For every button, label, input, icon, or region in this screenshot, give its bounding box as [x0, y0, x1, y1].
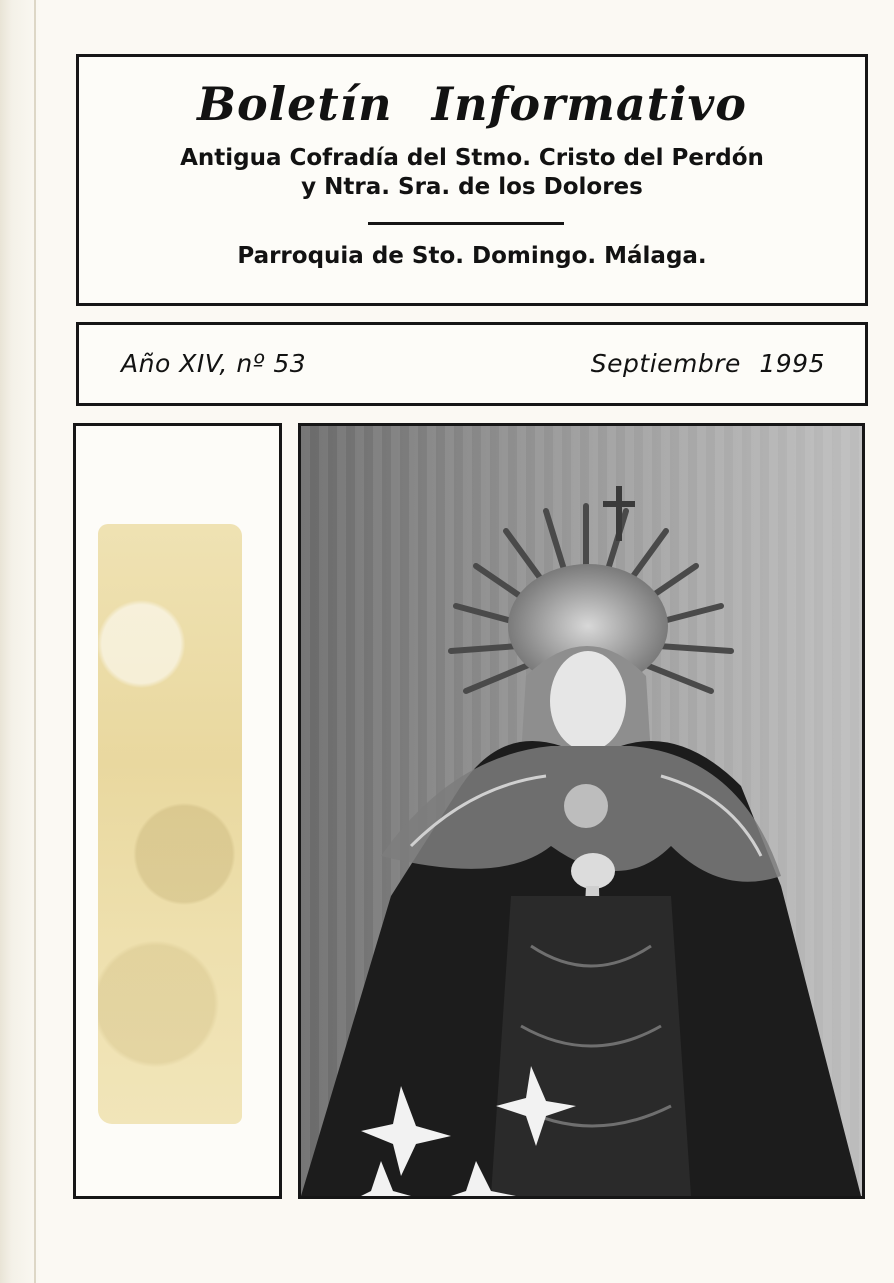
title-box [76, 54, 868, 306]
brooch [564, 784, 608, 828]
paper-stain [98, 524, 242, 1124]
brotherhood-name-line1: Antigua Cofradía del Stmo. Cristo del Perdón [180, 145, 764, 171]
side-panel [73, 423, 282, 1199]
parish-name: Parroquia de Sto. Domingo. Málaga. [237, 243, 707, 269]
brotherhood-name-line2: y Ntra. Sra. de los Dolores [301, 174, 643, 200]
divider-rule [368, 222, 564, 225]
bulletin-title: Boletín Informativo [197, 77, 747, 131]
face [550, 651, 626, 751]
cover-photo [298, 423, 865, 1199]
issue-box [76, 322, 868, 406]
fold-line [34, 0, 36, 1283]
hands [571, 853, 615, 889]
virgin-statue-photo [301, 426, 862, 1196]
issue-date: Septiembre 1995 [590, 349, 825, 378]
issue-number: Año XIV, nº 53 [121, 349, 307, 378]
